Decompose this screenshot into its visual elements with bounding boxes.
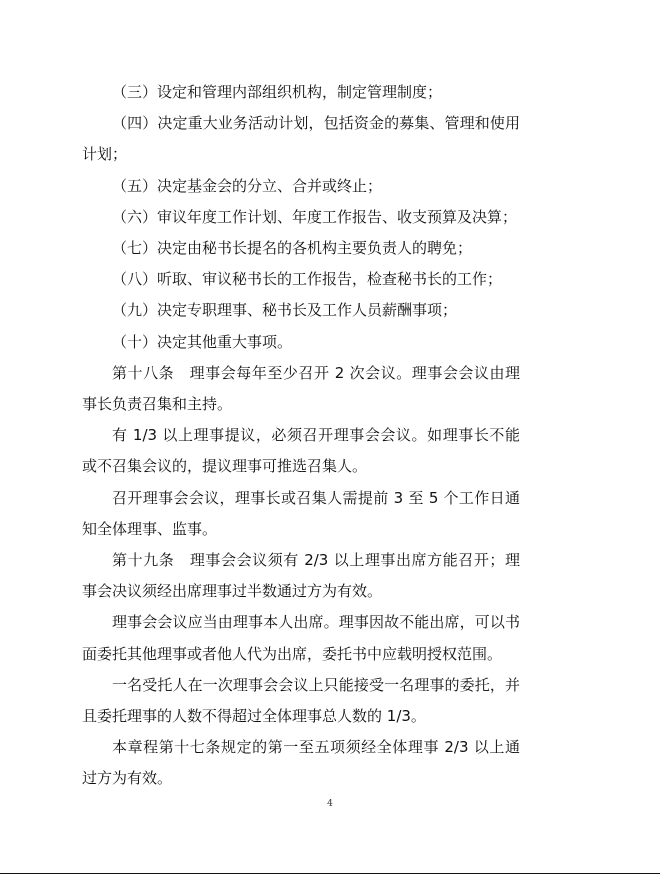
clause-9-paragraph: （九）决定专职理事、秘书长及工作人员薪酬事项； [112, 301, 458, 320]
clause-5-paragraph: （五）决定基金会的分立、合并或终止； [112, 176, 383, 195]
clause-8-paragraph: （八）听取、审议秘书长的工作报告，检查秘书长的工作； [112, 270, 503, 289]
clause-3-paragraph: （三）设定和管理内部组织机构，制定管理制度； [112, 83, 443, 101]
clause-4-paragraph: （四）决定重大业务活动计划，包括资金的募集、管理和使用计划； [82, 114, 520, 164]
clause-10-paragraph: （十）决定其他重大事项。 [112, 332, 293, 351]
article-18-paragraph: 第十八条 理事会每年至少召开 2 次会议。理事会会议由理事长负责召集和主持。 [82, 363, 520, 414]
article-18-proposal-paragraph: 有 1/3 以上理事提议，必须召开理事会会议。如理事长不能或不召集会议的，提议理事可推选召集人。 [82, 426, 520, 476]
article-18-notice-paragraph: 召开理事会会议，理事长或召集人需提前 3 至 5 个工作日通知全体理事、监事。 [82, 488, 520, 538]
article-19-paragraph: 第十九条 理事会会议须有 2/3 以上理事出席方能召开；理事会决议须经出席理事过半数通过方为有效。 [82, 551, 520, 601]
page-number: 4 [327, 799, 333, 809]
article-17-approval-paragraph: 本章程第十七条规定的第一至五项须经全体理事 2/3 以上通过方为有效。 [82, 738, 520, 788]
article-19-proxy-paragraph: 一名受托人在一次理事会会议上只能接受一名理事的委托，并且委托理事的人数不得超过全体理事总人数的 1/3。 [82, 675, 520, 726]
document-body [82, 77, 520, 795]
page-bottom-rule [0, 873, 660, 874]
clause-7-paragraph: （七）决定由秘书长提名的各机构主要负责人的聘免； [112, 239, 473, 258]
clause-6-paragraph: （六）审议年度工作计划、年度工作报告、收支预算及决算； [112, 207, 518, 226]
article-19-attendance-paragraph: 理事会会议应当由理事本人出席。理事因故不能出席，可以书面委托其他理事或者他人代为出席，委托书中应载明授权范围。 [82, 613, 520, 663]
